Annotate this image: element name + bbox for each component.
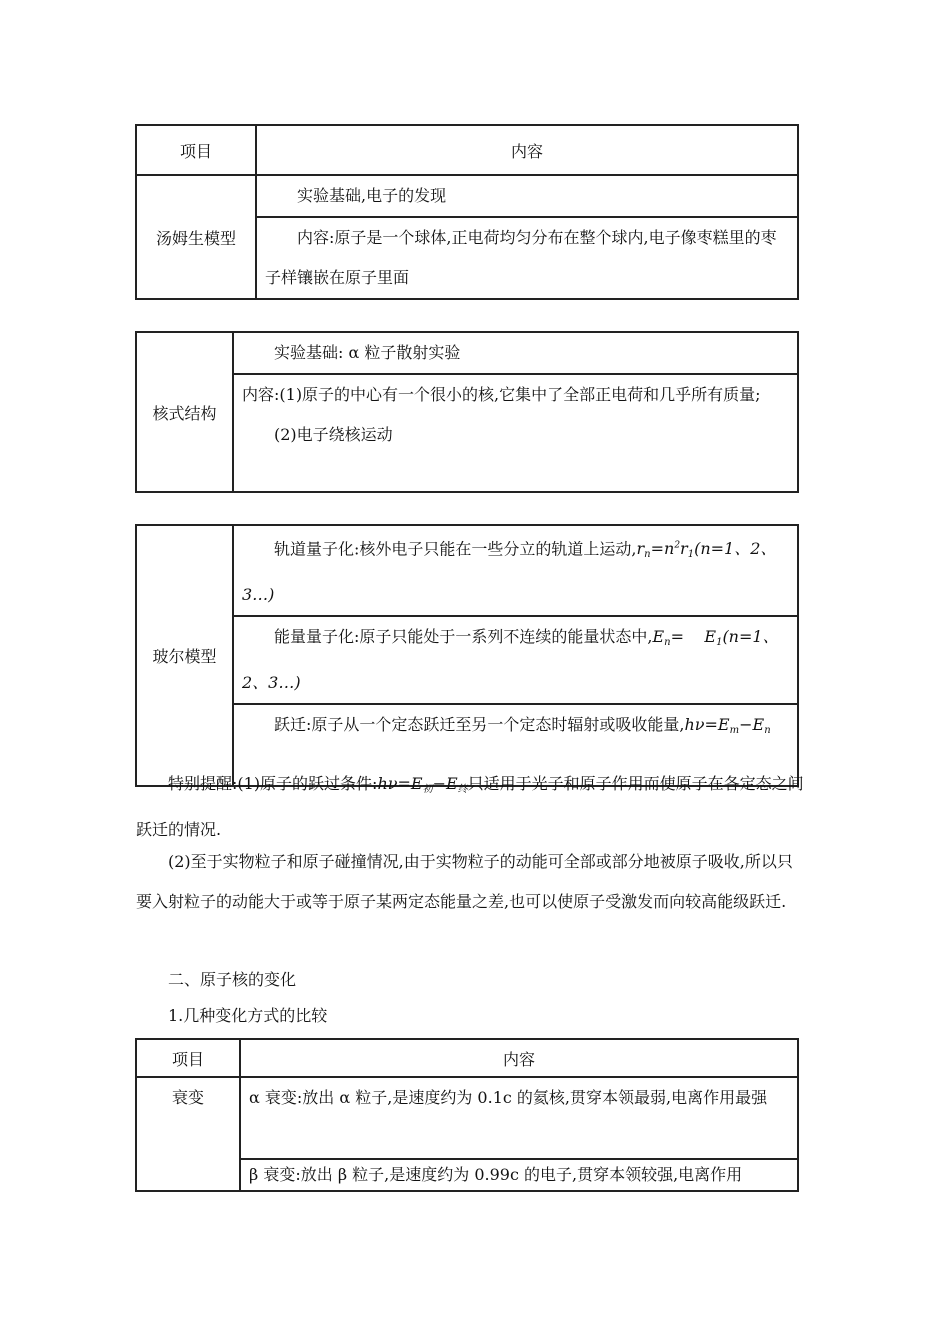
row-label: 核式结构 <box>136 332 233 492</box>
header-content: 内容 <box>240 1039 798 1077</box>
energy-text: 能量量子化:原子只能处于一系列不连续的能量状态中, <box>274 627 653 647</box>
experiment-basis: 实验基础: α 粒子散射实验 <box>233 332 798 374</box>
transition-formula: $h\nu=E_m-E_n$ <box>684 715 771 737</box>
transition-text: 跃迁:原子从一个定态跃迁至另一个定态时辐射或吸收能量, <box>274 715 685 735</box>
header-item: 项目 <box>136 125 256 175</box>
content-point-1: 内容:(1)原子的中心有一个很小的核,它集中了全部正电荷和几乎所有质量; <box>242 385 761 404</box>
model-content <box>233 374 798 492</box>
section-heading: 二、原子核的变化 <box>168 970 297 989</box>
orbit-text: 轨道量子化:核外电子只能在一些分立的轨道上运动, <box>274 539 637 559</box>
orbit-quantization <box>233 525 798 616</box>
nuclear-structure-table <box>135 331 799 493</box>
row-label: 汤姆生模型 <box>136 175 256 299</box>
special-note-2: (2)至于实物粒子和原子碰撞情况,由于实物粒子的动能可全部或部分地被原子吸收,所以只要入射粒子的动能大于或等于原子某两定态能量之差,也可以使原子受激发而向较高能级跃迁. <box>136 852 793 911</box>
alpha-decay: α 衰变:放出 α 粒子,是速度约为 0.1c 的氦核,贯穿本领最弱,电离作用最强 <box>240 1077 798 1159</box>
note-1-formula: $h\nu=E_初-E_终$ <box>377 774 468 795</box>
header-item: 项目 <box>136 1039 240 1077</box>
model-content: 内容:原子是一个球体,正电荷均匀分布在整个球内,电子像枣糕里的枣子样镶嵌在原子里面 <box>256 217 798 299</box>
decay-comparison-table <box>135 1038 799 1192</box>
energy-formula: $E_n=$ $E_1(n=1$、2、3…) <box>242 627 779 693</box>
row-label: 衰变 <box>136 1077 240 1191</box>
note-1-end: 只适用于光子和原子作用而使原子在各定态之间跃迁的情况. <box>136 774 804 839</box>
subsection-heading: 1.几种变化方式的比较 <box>168 1006 328 1025</box>
content-point-2: (2)电子绕核运动 <box>274 425 393 444</box>
row-label: 玻尔模型 <box>136 525 233 786</box>
bohr-model-table <box>135 524 799 787</box>
thomson-model-table <box>135 124 799 300</box>
note-1-start: 特别提醒:(1)原子的跃过条件: <box>168 774 378 793</box>
experiment-basis: 实验基础,电子的发现 <box>256 175 798 217</box>
header-content: 内容 <box>256 125 798 175</box>
beta-decay: β 衰变:放出 β 粒子,是速度约为 0.99c 的电子,贯穿本领较强,电离作用 <box>240 1159 798 1191</box>
orbit-formula: $r_n=n^2r_1(n=1$、2、3…) <box>242 539 777 605</box>
special-note-1 <box>136 764 806 850</box>
energy-quantization <box>233 616 798 704</box>
